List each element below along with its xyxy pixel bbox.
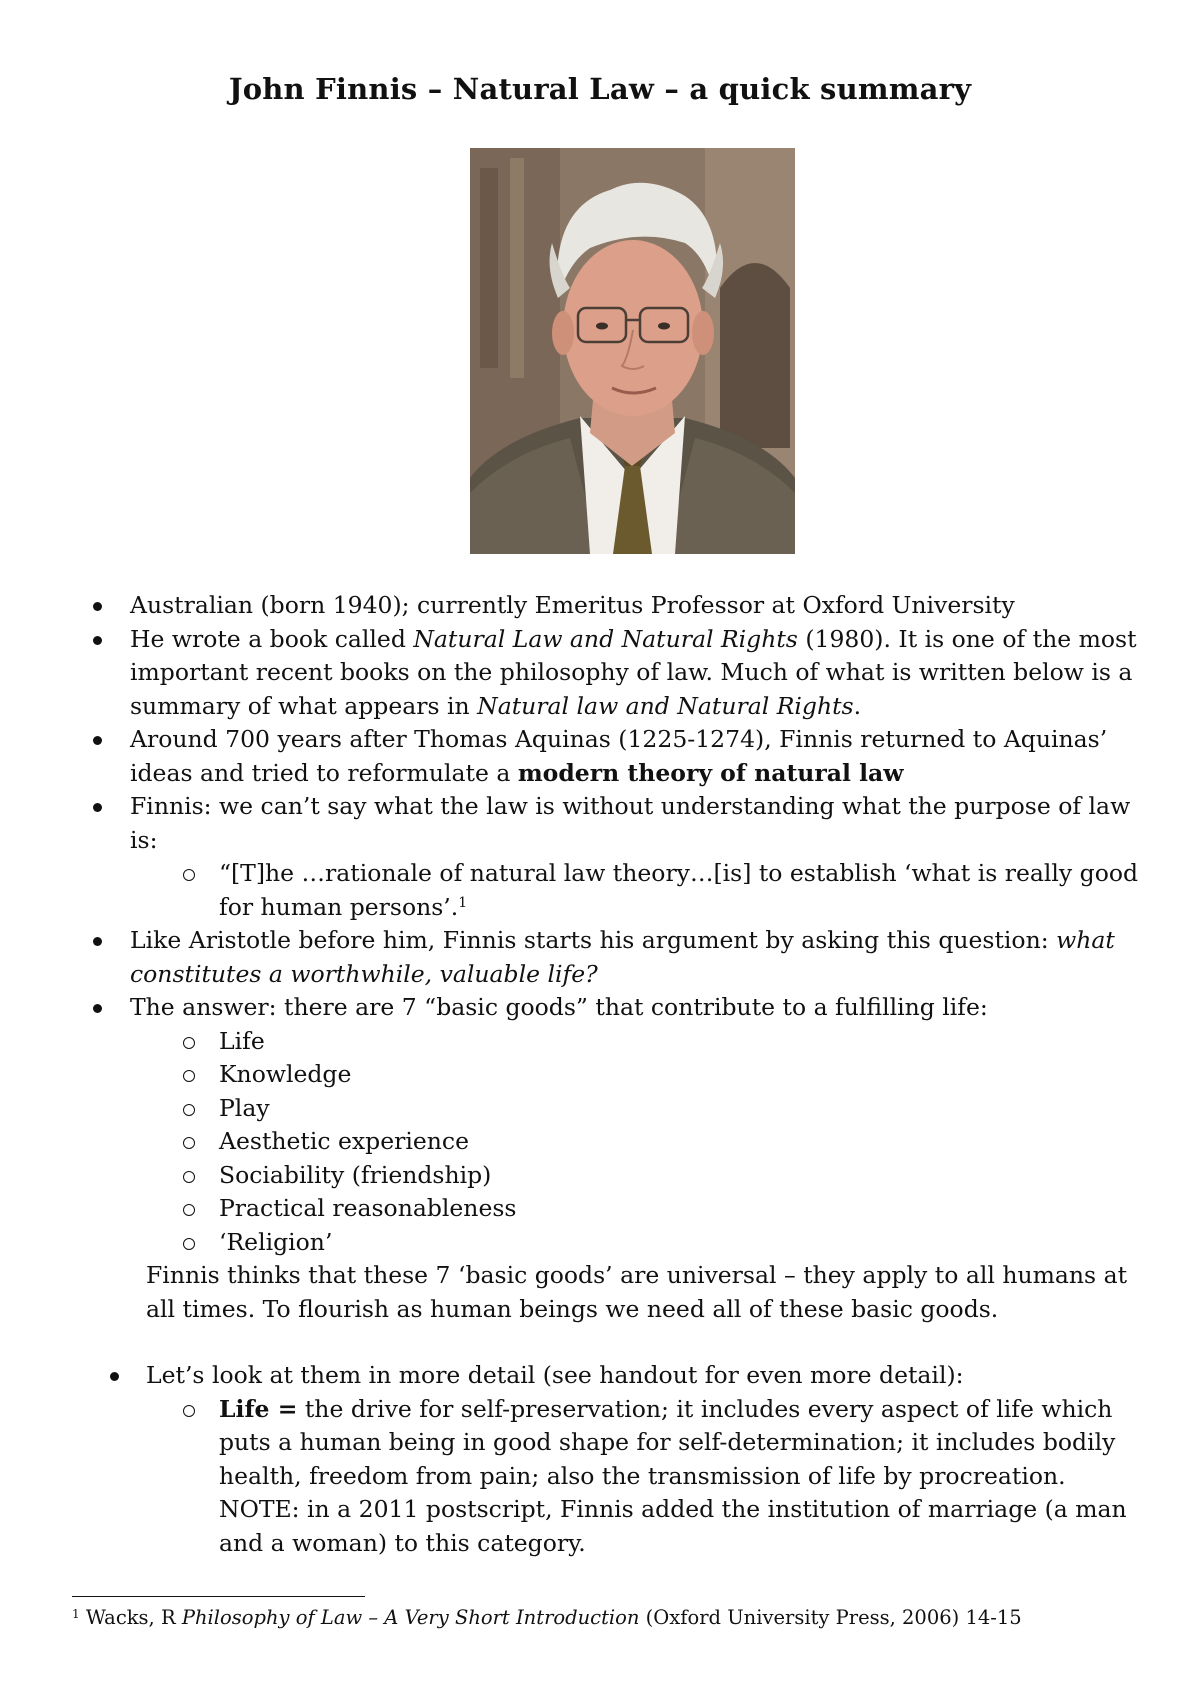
basic-good-item — [0, 1025, 1200, 1059]
spacer — [0, 1326, 1200, 1359]
bullet-dot — [93, 602, 102, 611]
bullet-text: Like Aristotle before him, Finnis starts his argument by asking this question: — [130, 926, 1057, 954]
bullet-text: He wrote a book called — [130, 624, 414, 653]
bullet-item — [0, 1359, 1200, 1393]
basic-good-label: Practical reasonableness — [219, 1194, 517, 1222]
bullet-dot — [93, 1004, 102, 1013]
book-title: Natural law and Natural Rights — [477, 691, 854, 720]
universal-paragraph: Finnis thinks that these 7 ‘basic goods’ are universal – they apply to all humans at all times. To flourish as human beings we need all of these basic goods. — [146, 1261, 1128, 1323]
bullet-text: Australian (born 1940); currently Emeritus Professor at Oxford University — [130, 591, 1015, 619]
basic-good-item — [0, 1092, 1200, 1126]
bullet-dot — [110, 1372, 119, 1381]
circle-bullet-icon — [183, 1104, 195, 1116]
detail-text: the drive for self-preservation; it includes every aspect of life which puts a human being in good shape for self-determination; it includes bodily health, freedom from pain; also the transmission of life by procreation. NOTE: in a 2011 postscript, Finnis added the institution of marriage (a man and a woman) to this category. — [219, 1394, 1127, 1557]
italic-question: what constitutes a worthwhile, valuable life? — [130, 926, 1115, 988]
footnote — [72, 1605, 1172, 1631]
circle-bullet-icon — [183, 1204, 195, 1216]
circle-bullet-icon — [183, 1238, 195, 1250]
basic-good-label: Play — [219, 1093, 270, 1122]
main-content — [0, 589, 1200, 1560]
bullet-text: Finnis: we can’t say what the law is without understanding what the purpose of law is: — [130, 792, 1131, 854]
bullet-item — [0, 589, 1200, 623]
bullet-text: The answer: there are 7 “basic goods” that contribute to a fulfilling life: — [130, 993, 988, 1021]
quote-text: “[T]he …rationale of natural law theory…[is] to establish ‘what is really good for human persons’. — [219, 859, 1139, 921]
basic-good-item — [0, 1226, 1200, 1260]
bullet-item — [0, 723, 1200, 790]
bullet-text: . — [853, 691, 862, 720]
circle-bullet-icon — [183, 1070, 195, 1082]
footnote-number: 1 — [72, 1607, 80, 1621]
bullet-dot — [93, 937, 102, 946]
circle-bullet-icon — [183, 1037, 195, 1049]
bold-phrase: modern theory of natural law — [517, 758, 904, 787]
portrait-illustration — [470, 148, 795, 554]
sub-bullet-item — [0, 1393, 1200, 1561]
basic-good-label: Aesthetic experience — [219, 1127, 469, 1155]
basic-good-label: Life — [219, 1026, 265, 1055]
footnote-ref[interactable]: 1 — [458, 894, 468, 911]
bullet-dot — [93, 736, 102, 745]
bullet-dot — [93, 636, 102, 645]
footnote-text: (Oxford University Press, 2006) 14-15 — [639, 1606, 1022, 1629]
bullet-item — [0, 991, 1200, 1025]
basic-good-item — [0, 1125, 1200, 1159]
footnote-divider — [72, 1596, 365, 1597]
bullet-item — [0, 623, 1200, 724]
bullet-text: Let’s look at them in more detail (see handout for even more detail): — [146, 1361, 964, 1389]
basic-good-label: Knowledge — [219, 1060, 352, 1088]
portrait-photo — [470, 148, 795, 554]
basic-good-label: ‘Religion’ — [219, 1227, 333, 1256]
bullet-text: Around 700 years after Thomas Aquinas (1225-1274), Finnis returned to Aquinas’ ideas and tried to reformulate a — [130, 725, 1108, 787]
basic-good-item — [0, 1192, 1200, 1226]
bullet-item — [0, 790, 1200, 857]
detail-label: Life = — [219, 1394, 298, 1423]
circle-bullet-icon — [183, 1137, 195, 1149]
bullet-item — [0, 924, 1200, 991]
bullet-dot — [93, 803, 102, 812]
page-title: John Finnis – Natural Law – a quick summary — [228, 72, 972, 106]
circle-bullet-icon — [183, 1405, 195, 1417]
book-title: Natural Law and Natural Rights — [413, 624, 798, 653]
footnote-text: Wacks, R — [79, 1606, 182, 1629]
bullet-text: (1980). It is one of the most important recent books on the philosophy of law. Much of what is written below is a summary of what appears in — [130, 624, 1137, 720]
circle-bullet-icon — [183, 1171, 195, 1183]
sub-bullet-item — [0, 857, 1200, 924]
circle-bullet-icon — [183, 869, 195, 881]
footnote-book-title: Philosophy of Law – A Very Short Introduction — [181, 1606, 640, 1629]
basic-good-item — [0, 1159, 1200, 1193]
basic-good-item — [0, 1058, 1200, 1092]
basic-good-label: Sociability (friendship) — [219, 1160, 492, 1189]
